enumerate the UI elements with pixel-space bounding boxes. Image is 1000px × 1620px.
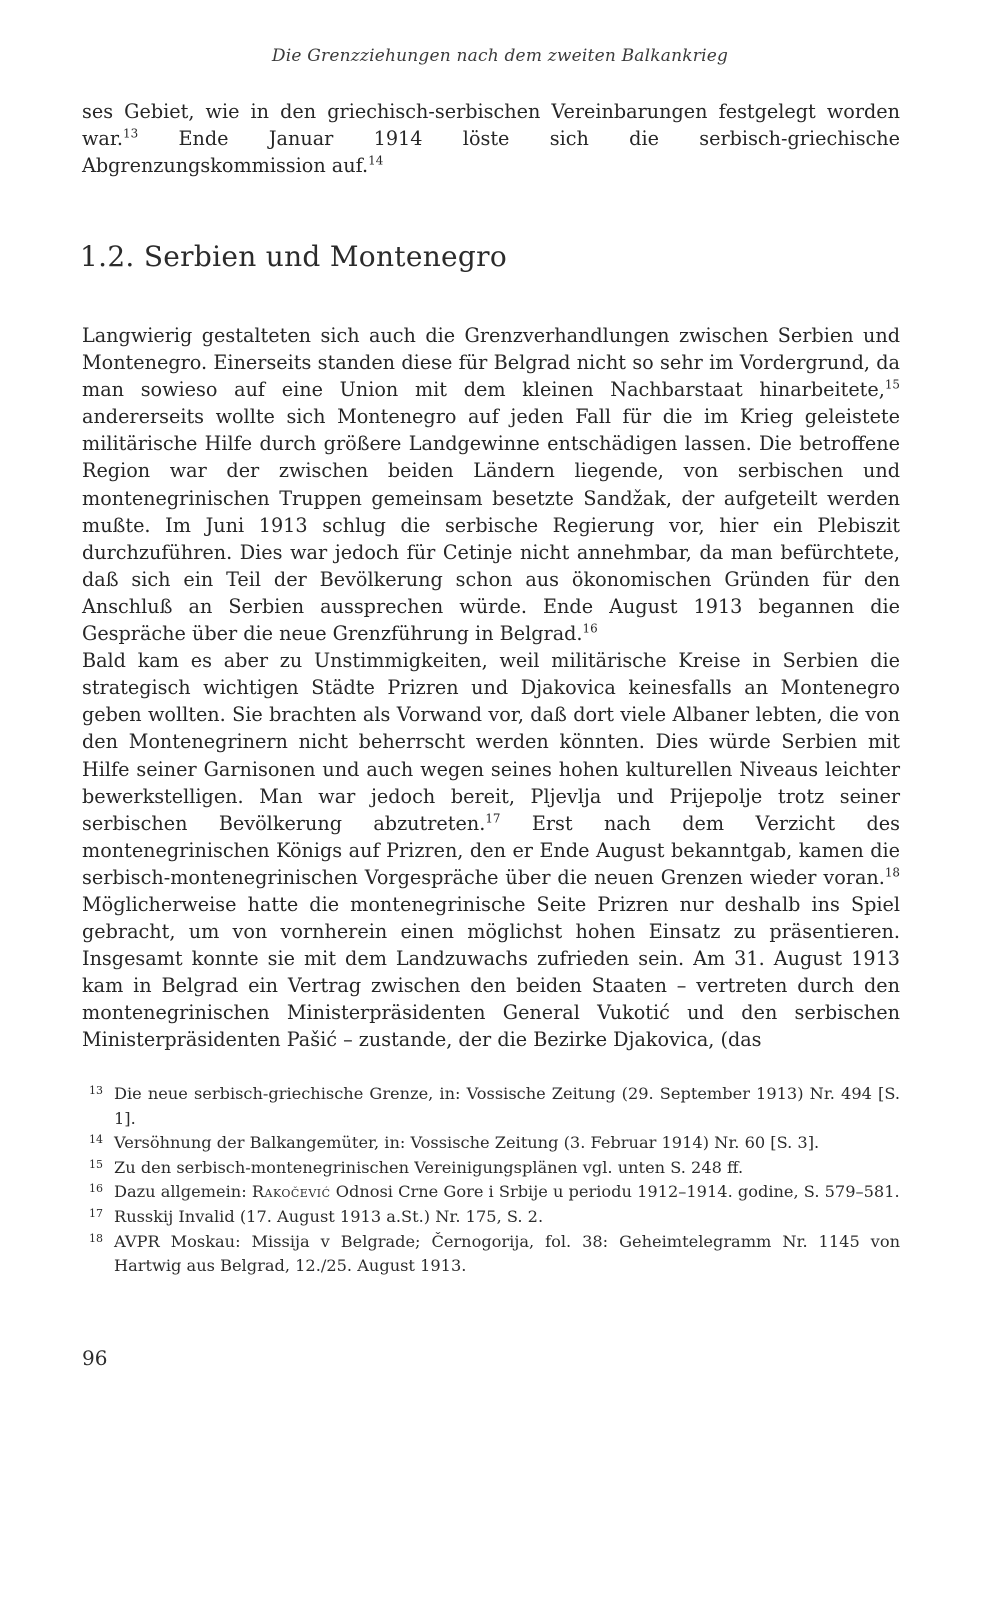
footnote-ref[interactable]: 14 bbox=[368, 153, 384, 168]
footnote-prefix: Dazu allgemein: bbox=[114, 1182, 252, 1202]
footnote-15 bbox=[82, 1156, 900, 1181]
text-span: ses Gebiet, wie in den griechisch-serbischen Vereinbarungen festgelegt worden war. bbox=[82, 100, 900, 151]
footnote-ref[interactable]: 15 bbox=[884, 377, 900, 392]
footnote-text: AVPR Moskau: Missija v Belgrade; Černogorija, fol. 38: Geheimtelegramm Nr. 1145 von Hartwig aus Belgrad, 12./25. August 1913. bbox=[114, 1231, 900, 1276]
footnote-text: Die neue serbisch-griechische Grenze, in: Vossische Zeitung (29. September 1913) Nr. 494 [S. 1]. bbox=[114, 1084, 900, 1128]
footnote-ref[interactable]: 18 bbox=[884, 865, 900, 880]
footnote-number: 13 bbox=[89, 1084, 103, 1097]
running-head: Die Grenzziehungen nach dem zweiten Balkankrieg bbox=[271, 46, 729, 66]
footnote-number: 16 bbox=[89, 1182, 103, 1196]
footnotes bbox=[82, 1082, 900, 1279]
footnote-author: Rakočević bbox=[251, 1182, 331, 1202]
footnote-number: 14 bbox=[89, 1133, 103, 1147]
footnote-ref[interactable]: 16 bbox=[582, 621, 598, 636]
section-heading: 1.2. Serbien und Montenegro bbox=[80, 240, 507, 273]
text-span: andererseits wollte sich Montenegro auf jeden Fall für die im Krieg geleistete militärische Hilfe durch größere Landgewinne entschädigen lassen. Die betroffene Region war der zwischen beiden Ländern liegende, von serbischen und montenegrinischen Truppen gemeinsam besetzte Sandžak, der aufgeteilt werden mußte. Im Juni 1913 schlug die serbische Regierung vor, hier ein Plebiszit durchzuführen. Dies war jedoch für Cetinje nicht annehmbar, da man befürchtete, daß sich ein Teil der Bevölkerung schon aus ökonomischen Gründen für den Anschluß an Serbien aussprechen würde. Ende August 1913 begannen die Gespräche über die neue Grenzführung in Belgrad. bbox=[82, 405, 900, 646]
footnote-text: Zu den serbisch-montenegrinischen Vereinigungsplänen vgl. unten S. 248 ff. bbox=[114, 1157, 744, 1177]
footnote-16 bbox=[82, 1180, 900, 1205]
text-span: Erst nach dem Verzicht des montenegrinischen Königs auf Prizren, den er Ende August bekanntgab, kamen die serbisch-montenegrinischen Vorgespräche über die neuen Grenzen wieder voran. bbox=[82, 811, 900, 889]
text-span: Möglicherweise hatte die montenegrinische Seite Prizren nur deshalb ins Spiel gebracht, um von vornherein einen möglichst hohen Einsatz zu präsentieren. Insgesamt konnte sie mit dem Landzuwachs zufrieden sein. Am 31. August 1913 kam in Belgrad ein Vertrag zwischen den beiden Staaten – vertreten durch den montenegrinischen Ministerpräsidenten General Vukotić und den serbischen Ministerpräsidenten Pašić – zustande, der die Bezirke Djakovica, (das bbox=[82, 892, 900, 1052]
footnote-ref[interactable]: 17 bbox=[485, 811, 501, 826]
footnote-ref[interactable]: 13 bbox=[123, 126, 139, 141]
footnote-text: Versöhnung der Balkangemüter, in: Vossische Zeitung (3. Februar 1914) Nr. 60 [S. 3]. bbox=[114, 1133, 820, 1153]
text-span: Bald kam es aber zu Unstimmigkeiten, weil militärische Kreise in Serbien die strategisch wichtigen Städte Prizren und Djakovica keinesfalls an Montenegro geben wollten. Sie brachten als Vorwand vor, daß dort viele Albaner lebten, die von den Montenegrinern nicht beherrscht werden könnten. Dies würde Serbien mit Hilfe seiner Garnisonen und auch wegen seines hohen kulturellen Niveaus leichter bewerkstelligen. Man war jedoch bereit, Pljevlja und Prijepolje trotz seiner serbischen Bevölkerung abzutreten. bbox=[82, 649, 900, 835]
text-span: Langwierig gestalteten sich auch die Grenzverhandlungen zwischen Serbien und Montenegro. Einerseits standen diese für Belgrad nicht so sehr im Vordergrund, da man sowieso auf eine Union mit dem kleinen Nachbarstaat hinarbeitete, bbox=[82, 324, 900, 402]
footnote-17 bbox=[82, 1205, 900, 1230]
continuation-paragraph bbox=[82, 98, 900, 179]
footnote-18 bbox=[82, 1230, 900, 1279]
footnote-text: Russkij Invalid (17. August 1913 a.St.) Nr. 175, S. 2. bbox=[114, 1206, 544, 1226]
footnote-number: 17 bbox=[89, 1206, 103, 1220]
footnote-number: 18 bbox=[89, 1231, 103, 1245]
footnote-13 bbox=[82, 1082, 900, 1131]
footnote-text: Odnosi Crne Gore i Srbije u periodu 1912–1914. godine, S. 579–581. bbox=[330, 1182, 900, 1202]
footnote-number: 15 bbox=[89, 1157, 103, 1171]
main-paragraph bbox=[82, 322, 900, 1054]
page-number: 96 bbox=[82, 1346, 108, 1370]
footnote-14 bbox=[82, 1131, 900, 1156]
text-span: Ende Januar 1914 löste sich die serbisch-griechische Abgrenzungskommission auf. bbox=[82, 127, 900, 178]
